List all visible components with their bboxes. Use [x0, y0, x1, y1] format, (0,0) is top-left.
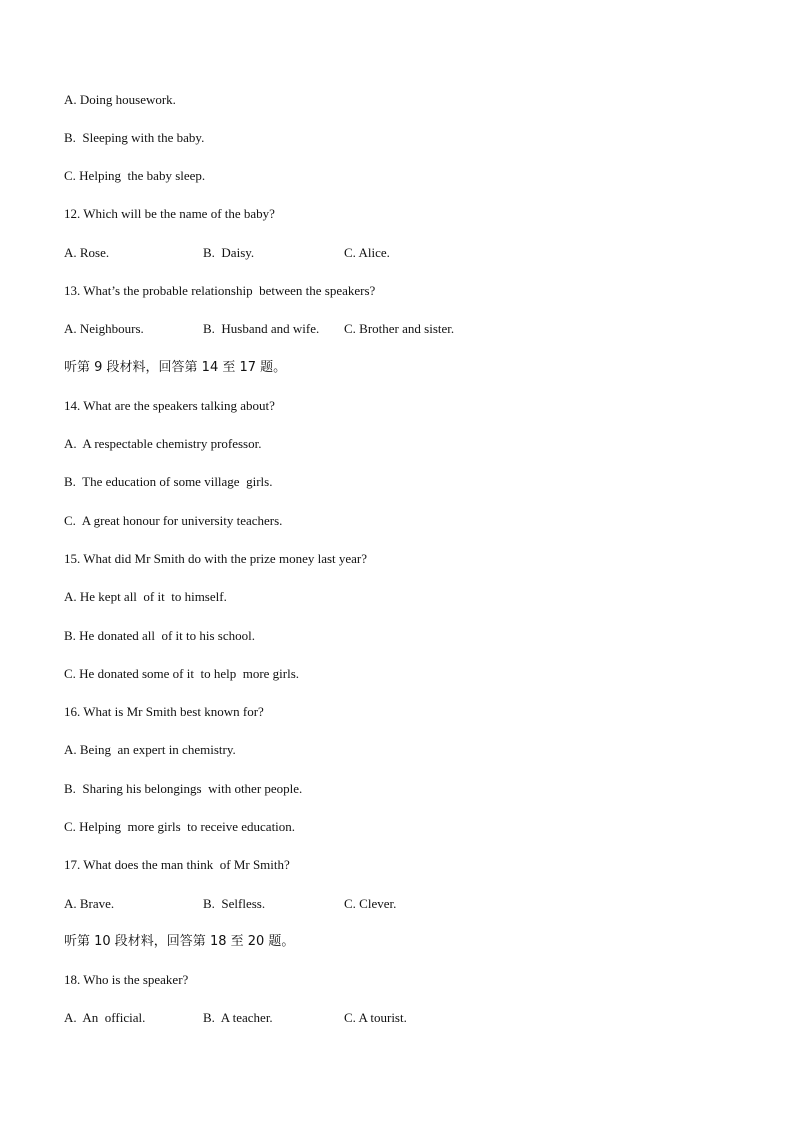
option-line: C. A great honour for university teachers.	[64, 513, 283, 528]
question-15: 15. What did Mr Smith do with the prize money last year?	[64, 551, 368, 566]
option-line: B. Sharing his belongings with other people.	[64, 781, 303, 796]
question-12: 12. Which will be the name of the baby?	[64, 206, 275, 221]
option-line: A. He kept all of it to himself.	[64, 589, 227, 604]
option-b: B. A teacher.	[203, 1010, 273, 1025]
question-16: 16. What is Mr Smith best known for?	[64, 704, 264, 719]
option-line: A. A respectable chemistry professor.	[64, 436, 262, 451]
option-line: B. He donated all of it to his school.	[64, 628, 256, 643]
question-18: 18. Who is the speaker?	[64, 972, 189, 987]
option-a: A. An official.	[64, 1010, 146, 1025]
option-line: A. Being an expert in chemistry.	[64, 742, 236, 757]
option-line: B. The education of some village girls.	[64, 474, 273, 489]
option-line: C. Helping more girls to receive education.	[64, 819, 296, 834]
option-a: A. Brave.	[64, 896, 115, 911]
question-13-options	[64, 320, 664, 338]
question-12-options	[64, 244, 664, 262]
option-line: A. Doing housework.	[64, 92, 176, 107]
option-c: C. Clever.	[344, 896, 397, 911]
question-17: 17. What does the man think of Mr Smith?	[64, 857, 290, 872]
section-instruction-9: 听第 9 段材料，回答第 14 至 17 题。	[64, 360, 287, 375]
question-18-options	[64, 1009, 664, 1027]
option-c: C. Alice.	[344, 245, 390, 260]
option-line: B. Sleeping with the baby.	[64, 130, 205, 145]
option-b: B. Selfless.	[203, 896, 266, 911]
option-a: A. Rose.	[64, 245, 110, 260]
option-line: C. Helping the baby sleep.	[64, 168, 206, 183]
option-c: C. Brother and sister.	[344, 321, 455, 336]
option-b: B. Husband and wife.	[203, 321, 320, 336]
question-13: 13. What’s the probable relationship between the speakers?	[64, 283, 376, 298]
option-b: B. Daisy.	[203, 245, 255, 260]
option-c: C. A tourist.	[344, 1010, 407, 1025]
question-14: 14. What are the speakers talking about?	[64, 398, 275, 413]
option-line: C. He donated some of it to help more girls.	[64, 666, 300, 681]
option-a: A. Neighbours.	[64, 321, 144, 336]
section-instruction-10: 听第 10 段材料，回答第 18 至 20 题。	[64, 934, 295, 949]
question-17-options	[64, 895, 664, 913]
